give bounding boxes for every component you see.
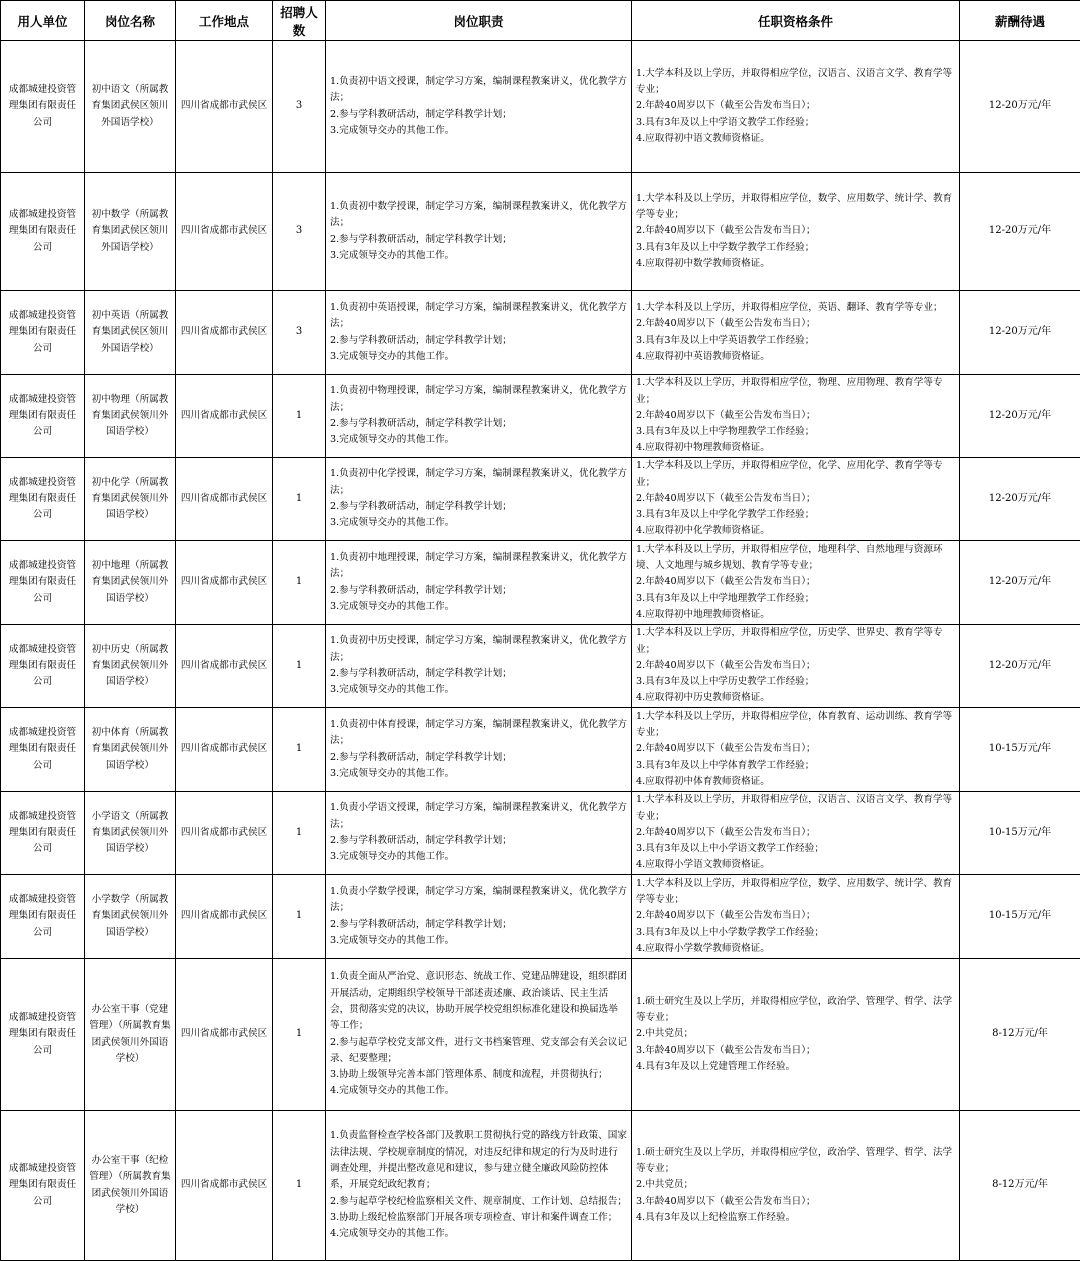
requirement-line: 3.具有3年及以上中学语文教学工作经验； (636, 115, 955, 131)
cell-count: 1 (273, 375, 326, 458)
header-duties: 岗位职责 (326, 1, 632, 41)
duty-line: 2.参与学科教研活动，制定学科教学计划； (330, 917, 627, 933)
cell-unit: 成都城建投资管理集团有限责任公司 (1, 959, 85, 1111)
cell-unit: 成都城建投资管理集团有限责任公司 (1, 1111, 85, 1261)
requirement-line: 2.中共党员； (636, 1177, 955, 1193)
duty-line: 3.完成领导交办的其他工作。 (330, 248, 627, 264)
cell-location: 四川省成都市武侯区 (176, 625, 273, 708)
requirement-line: 2.年龄40周岁以下（截至公告发布当日）； (636, 316, 955, 332)
cell-duties (326, 41, 632, 173)
duty-line: 3.完成领导交办的其他工作。 (330, 682, 627, 698)
cell-count: 1 (273, 792, 326, 875)
duty-line: 2.参与学科教研活动，制定学科教学计划； (330, 333, 627, 349)
cell-position: 初中语文（所属教育集团武侯区领川外国语学校） (85, 41, 176, 173)
cell-salary: 8-12万元/年 (960, 959, 1080, 1111)
table-row (1, 959, 1080, 1111)
cell-unit: 成都城建投资管理集团有限责任公司 (1, 291, 85, 375)
requirement-line: 4.应取得初中历史教师资格证。 (636, 690, 955, 706)
cell-unit: 成都城建投资管理集团有限责任公司 (1, 375, 85, 458)
cell-location: 四川省成都市武侯区 (176, 173, 273, 291)
table-row (1, 625, 1080, 708)
cell-location: 四川省成都市武侯区 (176, 1111, 273, 1261)
table-body (1, 41, 1080, 1261)
requirement-line: 3.年龄40周岁以下（截至公告发布当日）； (636, 1194, 955, 1210)
requirement-line: 2.年龄40周岁以下（截至公告发布当日）； (636, 574, 955, 590)
requirement-line: 1.大学本科及以上学历，并取得相应学位，数学、应用数学、统计学、教育学等专业； (636, 191, 955, 224)
cell-salary: 12-20万元/年 (960, 458, 1080, 541)
duty-line: 3.协助上级领导完善本部门管理体系、制度和流程，并贯彻执行； (330, 1067, 627, 1083)
requirement-line: 1.硕士研究生及以上学历，并取得相应学位，政治学、管理学、哲学、法学等专业； (636, 994, 955, 1027)
duty-line: 1.负责初中化学授课，制定学习方案，编制课程教案讲义，优化教学方法； (330, 466, 627, 499)
cell-salary: 12-20万元/年 (960, 291, 1080, 375)
cell-requirements (632, 541, 960, 625)
requirement-line: 4.应取得初中体育教师资格证。 (636, 774, 955, 790)
requirement-line: 4.应取得初中地理教师资格证。 (636, 607, 955, 623)
header-count: 招聘人数 (273, 1, 326, 41)
requirement-line: 3.具有3年及以上中学物理教学工作经验； (636, 424, 955, 440)
cell-duties (326, 959, 632, 1111)
requirement-line: 3.具有3年及以上中学体育教学工作经验； (636, 758, 955, 774)
cell-location: 四川省成都市武侯区 (176, 41, 273, 173)
header-location: 工作地点 (176, 1, 273, 41)
duty-line: 3.完成领导交办的其他工作。 (330, 766, 627, 782)
cell-position: 小学数学（所属教育集团武侯领川外国语学校） (85, 875, 176, 959)
header-requirements: 任职资格条件 (632, 1, 960, 41)
cell-unit: 成都城建投资管理集团有限责任公司 (1, 708, 85, 792)
requirement-line: 4.具有3年及以上纪检监察工作经验。 (636, 1210, 955, 1226)
cell-unit: 成都城建投资管理集团有限责任公司 (1, 173, 85, 291)
table-row (1, 792, 1080, 875)
cell-position: 小学语文（所属教育集团武侯领川外国语学校） (85, 792, 176, 875)
cell-position: 办公室干事（纪检管理）（所属教育集团武侯领川外国语学校） (85, 1111, 176, 1261)
table-row (1, 541, 1080, 625)
cell-location: 四川省成都市武侯区 (176, 708, 273, 792)
table-row (1, 41, 1080, 173)
table-row (1, 375, 1080, 458)
duty-line: 1.负责初中语文授课，制定学习方案，编制课程教案讲义，优化教学方法； (330, 74, 627, 107)
duty-line: 2.参与起草学校党支部文件，进行文书档案管理、党支部会有关会议记录、纪要整理； (330, 1035, 627, 1068)
cell-requirements (632, 792, 960, 875)
duty-line: 1.负责监督检查学校各部门及教职工贯彻执行党的路线方针政策、国家法律法规、学校规章制度的情况，对违反纪律和规定的行为及时进行调查处理，并提出整改意见和建议，参与建立健全廉政风险防控体系，开展党纪政纪教育； (330, 1128, 627, 1193)
cell-salary: 10-15万元/年 (960, 708, 1080, 792)
cell-position: 初中地理（所属教育集团武侯领川外国语学校） (85, 541, 176, 625)
requirement-line: 2.年龄40周岁以下（截至公告发布当日）； (636, 825, 955, 841)
cell-duties (326, 792, 632, 875)
duty-line: 2.参与学科教研活动，制定学科教学计划； (330, 750, 627, 766)
cell-salary: 8-12万元/年 (960, 1111, 1080, 1261)
cell-count: 3 (273, 291, 326, 375)
table-row (1, 708, 1080, 792)
cell-salary: 12-20万元/年 (960, 173, 1080, 291)
duty-line: 1.负责初中英语授课，制定学习方案，编制课程教案讲义，优化教学方法； (330, 300, 627, 333)
cell-unit: 成都城建投资管理集团有限责任公司 (1, 458, 85, 541)
duty-line: 1.负责初中历史授课，制定学习方案，编制课程教案讲义，优化教学方法； (330, 633, 627, 666)
duty-line: 2.参与学科教研活动，制定学科教学计划； (330, 666, 627, 682)
cell-position: 初中体育（所属教育集团武侯领川外国语学校） (85, 708, 176, 792)
header-row (1, 1, 1080, 41)
requirement-line: 2.年龄40周岁以下（截至公告发布当日）； (636, 408, 955, 424)
cell-count: 3 (273, 173, 326, 291)
cell-salary: 10-15万元/年 (960, 875, 1080, 959)
requirement-line: 4.应取得初中物理教师资格证。 (636, 440, 955, 456)
requirement-line: 2.年龄40周岁以下（截至公告发布当日）； (636, 741, 955, 757)
requirement-line: 4.应取得初中语文教师资格证。 (636, 131, 955, 147)
cell-requirements (632, 1111, 960, 1261)
cell-requirements (632, 625, 960, 708)
cell-requirements (632, 875, 960, 959)
duty-line: 1.负责小学数学授课，制定学习方案，编制课程教案讲义，优化教学方法； (330, 884, 627, 917)
duty-line: 3.完成领导交办的其他工作。 (330, 849, 627, 865)
cell-count: 1 (273, 1111, 326, 1261)
duty-line: 2.参与起草学校纪检监察相关文件、规章制度、工作计划、总结报告； (330, 1194, 627, 1210)
cell-duties (326, 625, 632, 708)
requirement-line: 2.年龄40周岁以下（截至公告发布当日）； (636, 908, 955, 924)
table-row (1, 1111, 1080, 1261)
cell-salary: 12-20万元/年 (960, 625, 1080, 708)
requirement-line: 1.大学本科及以上学历，并取得相应学位，英语、翻译、教育学等专业； (636, 300, 955, 316)
cell-unit: 成都城建投资管理集团有限责任公司 (1, 875, 85, 959)
cell-requirements (632, 291, 960, 375)
requirement-line: 1.大学本科及以上学历，并取得相应学位，数学、应用数学、统计学、教育学等专业； (636, 876, 955, 909)
duty-line: 3.完成领导交办的其他工作。 (330, 123, 627, 139)
cell-position: 办公室干事（党建管理）（所属教育集团武侯领川外国语学校） (85, 959, 176, 1111)
duty-line: 1.负责初中地理授课，制定学习方案，编制课程教案讲义，优化教学方法； (330, 550, 627, 583)
cell-location: 四川省成都市武侯区 (176, 375, 273, 458)
cell-duties (326, 875, 632, 959)
requirement-line: 2.中共党员； (636, 1026, 955, 1042)
cell-location: 四川省成都市武侯区 (176, 792, 273, 875)
cell-count: 1 (273, 541, 326, 625)
header-position: 岗位名称 (85, 1, 176, 41)
requirement-line: 1.大学本科及以上学历，并取得相应学位，汉语言、汉语言文学、教育学等专业； (636, 792, 955, 825)
cell-count: 1 (273, 959, 326, 1111)
requirement-line: 1.大学本科及以上学历，并取得相应学位，物理、应用物理、教育学等专业； (636, 375, 955, 408)
requirement-line: 4.应取得小学语文教师资格证。 (636, 857, 955, 873)
cell-location: 四川省成都市武侯区 (176, 875, 273, 959)
requirement-line: 4.应取得初中英语教师资格证。 (636, 349, 955, 365)
duty-line: 3.协助上级纪检监察部门开展各项专项检查、审计和案件调查工作； (330, 1210, 627, 1226)
cell-requirements (632, 458, 960, 541)
cell-position: 初中英语（所属教育集团武侯区领川外国语学校） (85, 291, 176, 375)
duty-line: 3.完成领导交办的其他工作。 (330, 349, 627, 365)
cell-duties (326, 291, 632, 375)
duty-line: 2.参与学科教研活动，制定学科教学计划； (330, 499, 627, 515)
cell-unit: 成都城建投资管理集团有限责任公司 (1, 41, 85, 173)
requirement-line: 1.硕士研究生及以上学历，并取得相应学位，政治学、管理学、哲学、法学等专业； (636, 1145, 955, 1178)
cell-position: 初中物理（所属教育集团武侯领川外国语学校） (85, 375, 176, 458)
duty-line: 2.参与学科教研活动，制定学科教学计划； (330, 107, 627, 123)
cell-unit: 成都城建投资管理集团有限责任公司 (1, 792, 85, 875)
table-row (1, 291, 1080, 375)
duty-line: 4.完成领导交办的其他工作。 (330, 1083, 627, 1099)
duty-line: 2.参与学科教研活动，制定学科教学计划； (330, 583, 627, 599)
table-row (1, 458, 1080, 541)
cell-count: 1 (273, 708, 326, 792)
cell-duties (326, 541, 632, 625)
requirement-line: 3.具有3年及以上中学英语教学工作经验； (636, 333, 955, 349)
requirement-line: 3.具有3年及以上中小学数学教学工作经验； (636, 925, 955, 941)
cell-location: 四川省成都市武侯区 (176, 291, 273, 375)
duty-line: 1.负责初中体育授课，制定学习方案，编制课程教案讲义，优化教学方法； (330, 717, 627, 750)
duty-line: 1.负责全面从严治党、意识形态、统战工作、党建品牌建设，组织群团开展活动，定期组织学校领导干部述责述廉、政治谈话、民主生活会，贯彻落实党的决议，协助开展学校党组织标准化建设和换届选举等工作； (330, 969, 627, 1034)
duty-line: 3.完成领导交办的其他工作。 (330, 432, 627, 448)
table-row (1, 875, 1080, 959)
requirement-line: 4.应取得初中数学教师资格证。 (636, 256, 955, 272)
requirement-line: 4.具有3年及以上党建管理工作经验。 (636, 1059, 955, 1075)
cell-position: 初中数学（所属教育集团武侯区领川外国语学校） (85, 173, 176, 291)
cell-salary: 10-15万元/年 (960, 792, 1080, 875)
requirement-line: 1.大学本科及以上学历，并取得相应学位，化学、应用化学、教育学等专业； (636, 458, 955, 491)
cell-requirements (632, 41, 960, 173)
requirement-line: 3.具有3年及以上中学历史教学工作经验； (636, 674, 955, 690)
duty-line: 1.负责初中物理授课，制定学习方案，编制课程教案讲义，优化教学方法； (330, 383, 627, 416)
requirement-line: 1.大学本科及以上学历，并取得相应学位，汉语言、汉语言文学、教育学等专业； (636, 66, 955, 99)
cell-duties (326, 708, 632, 792)
cell-salary: 12-20万元/年 (960, 375, 1080, 458)
cell-duties (326, 1111, 632, 1261)
duty-line: 2.参与学科教研活动，制定学科教学计划； (330, 833, 627, 849)
requirement-line: 2.年龄40周岁以下（截至公告发布当日）； (636, 223, 955, 239)
requirement-line: 3.年龄40周岁以下（截至公告发布当日）； (636, 1043, 955, 1059)
cell-position: 初中历史（所属教育集团武侯领川外国语学校） (85, 625, 176, 708)
duty-line: 1.负责小学语文授课，制定学习方案，编制课程教案讲义，优化教学方法； (330, 800, 627, 833)
cell-count: 1 (273, 458, 326, 541)
cell-count: 1 (273, 875, 326, 959)
cell-location: 四川省成都市武侯区 (176, 458, 273, 541)
requirement-line: 2.年龄40周岁以下（截至公告发布当日）； (636, 98, 955, 114)
requirement-line: 2.年龄40周岁以下（截至公告发布当日）； (636, 491, 955, 507)
cell-unit: 成都城建投资管理集团有限责任公司 (1, 625, 85, 708)
duty-line: 2.参与学科教研活动，制定学科教学计划； (330, 416, 627, 432)
requirement-line: 1.大学本科及以上学历，并取得相应学位，体育教育、运动训练、教育学等专业； (636, 709, 955, 742)
requirement-line: 4.应取得初中化学教师资格证。 (636, 523, 955, 539)
duty-line: 2.参与学科教研活动，制定学科教学计划； (330, 232, 627, 248)
table-row (1, 173, 1080, 291)
requirement-line: 4.应取得小学数学教师资格证。 (636, 941, 955, 957)
requirement-line: 1.大学本科及以上学历，并取得相应学位，历史学、世界史、教育学等专业； (636, 625, 955, 658)
cell-duties (326, 458, 632, 541)
cell-salary: 12-20万元/年 (960, 541, 1080, 625)
duty-line: 3.完成领导交办的其他工作。 (330, 933, 627, 949)
requirement-line: 3.具有3年及以上中小学语文教学工作经验； (636, 841, 955, 857)
cell-requirements (632, 959, 960, 1111)
duty-line: 1.负责初中数学授课，制定学习方案，编制课程教案讲义，优化教学方法； (330, 199, 627, 232)
cell-count: 1 (273, 625, 326, 708)
cell-requirements (632, 375, 960, 458)
cell-location: 四川省成都市武侯区 (176, 959, 273, 1111)
duty-line: 3.完成领导交办的其他工作。 (330, 599, 627, 615)
cell-location: 四川省成都市武侯区 (176, 541, 273, 625)
cell-position: 初中化学（所属教育集团武侯领川外国语学校） (85, 458, 176, 541)
requirement-line: 3.具有3年及以上中学地理教学工作经验； (636, 591, 955, 607)
cell-requirements (632, 173, 960, 291)
requirement-line: 3.具有3年及以上中学化学教学工作经验； (636, 507, 955, 523)
duty-line: 4.完成领导交办的其他工作。 (330, 1226, 627, 1242)
cell-requirements (632, 708, 960, 792)
header-salary: 薪酬待遇 (960, 1, 1080, 41)
requirement-line: 3.具有3年及以上中学数学教学工作经验； (636, 240, 955, 256)
requirement-line: 1.大学本科及以上学历，并取得相应学位，地理科学、自然地理与资源环境、人文地理与城乡规划、教育学等专业； (636, 542, 955, 575)
cell-unit: 成都城建投资管理集团有限责任公司 (1, 541, 85, 625)
header-unit: 用人单位 (1, 1, 85, 41)
cell-duties (326, 173, 632, 291)
cell-count: 3 (273, 41, 326, 173)
cell-duties (326, 375, 632, 458)
cell-salary: 12-20万元/年 (960, 41, 1080, 173)
requirement-line: 2.年龄40周岁以下（截至公告发布当日）； (636, 658, 955, 674)
duty-line: 3.完成领导交办的其他工作。 (330, 515, 627, 531)
